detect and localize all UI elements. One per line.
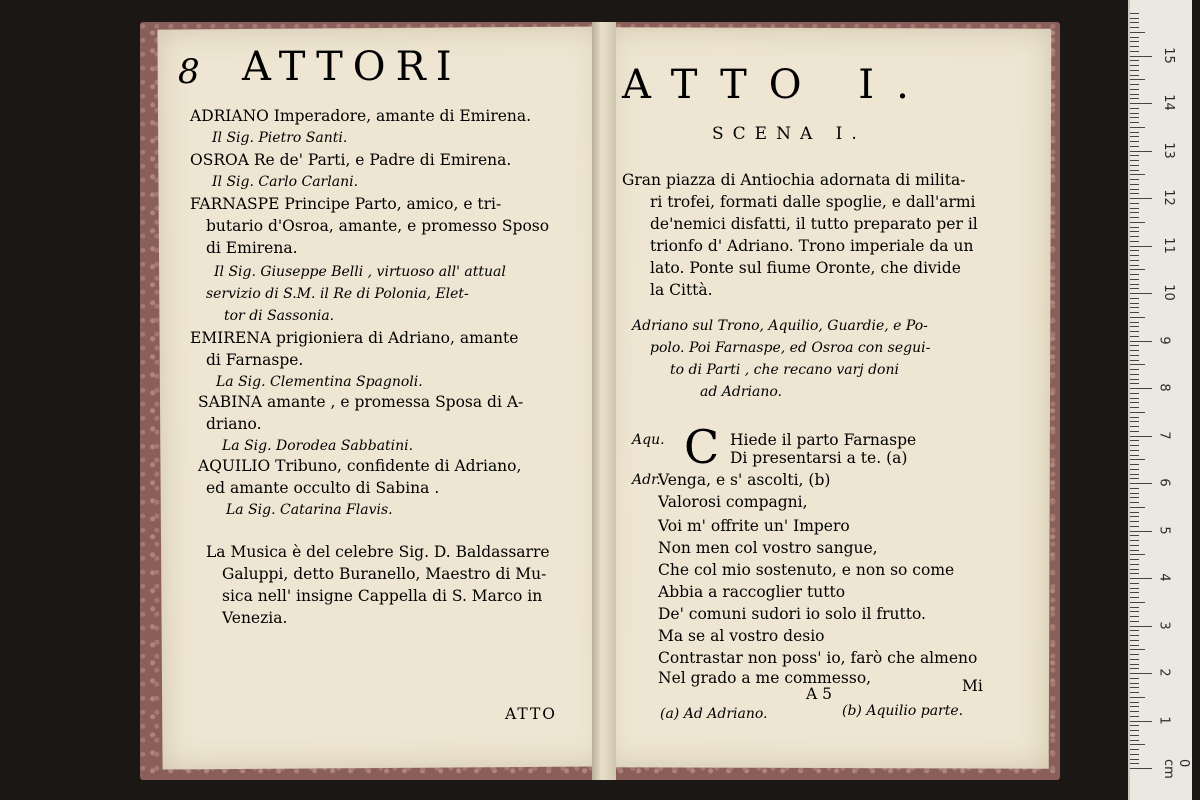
ruler-tick (1130, 250, 1139, 251)
ruler-tick (1130, 559, 1139, 560)
ruler-tick (1130, 288, 1139, 289)
page-number: 8 (178, 52, 200, 92)
ruler-label: 7 (1156, 430, 1172, 440)
cast-line: tor di Sassonia. (224, 308, 335, 324)
cast-line: driano. (206, 415, 262, 433)
ruler-label: 12 (1160, 189, 1176, 206)
ruler-tick (1130, 127, 1145, 128)
ruler-tick (1130, 759, 1139, 760)
ruler-tick (1130, 212, 1139, 213)
cast-line: Galuppi, detto Buranello, Maestro di Mu- (222, 565, 547, 583)
ruler-tick (1130, 768, 1152, 769)
footnote-a: (a) Ad Adriano. (660, 706, 768, 722)
ruler-tick (1130, 317, 1145, 318)
cast-line: La Sig. Clementina Spagnoli. (216, 374, 423, 390)
ruler-tick (1130, 170, 1139, 171)
ruler-tick (1130, 13, 1139, 14)
ruler-tick (1130, 89, 1139, 90)
ruler-tick (1130, 716, 1139, 717)
stage-direction-line: polo. Poi Farnaspe, ed Osroa con segui- (650, 340, 931, 356)
ruler-tick (1130, 165, 1139, 166)
cast-line: servizio di S.M. il Re di Polonia, Elet- (206, 286, 469, 302)
ruler-tick (1130, 621, 1139, 622)
ruler-tick (1130, 697, 1145, 698)
dialogue-line: Non men col vostro sangue, (658, 539, 878, 557)
ruler-tick (1130, 383, 1139, 384)
ruler-tick (1130, 687, 1139, 688)
ruler-tick (1130, 588, 1139, 589)
ruler-tick (1130, 355, 1139, 356)
cast-line: La Musica è del celebre Sig. D. Baldassarre (206, 543, 550, 561)
ruler-tick (1130, 597, 1139, 598)
ruler-tick (1130, 702, 1139, 703)
ruler-tick (1130, 293, 1152, 294)
footnote-b: (b) Aquilio parte. (842, 703, 964, 719)
setting-line: ri trofei, formati dalle spoglie, e dall'armi (650, 193, 976, 211)
ruler-tick (1130, 440, 1139, 441)
ruler-tick (1130, 255, 1139, 256)
ruler-tick (1130, 678, 1139, 679)
ruler-tick (1130, 113, 1139, 114)
ruler-label: 14 (1160, 94, 1176, 111)
cast-line: butario d'Osroa, amante, e promesso Sposo (206, 217, 550, 235)
ruler-label: 10 (1160, 284, 1176, 301)
ruler-tick (1130, 417, 1139, 418)
cast-line: AQUILIO Tribuno, confidente di Adriano, (198, 457, 522, 475)
ruler-tick (1130, 393, 1139, 394)
ruler-tick (1130, 236, 1139, 237)
ruler-tick (1130, 735, 1139, 736)
ruler-tick (1130, 535, 1139, 536)
ruler-tick (1130, 84, 1139, 85)
ruler-label: 8 (1156, 383, 1172, 392)
ruler-tick (1130, 326, 1139, 327)
cast-line: Venezia. (222, 609, 288, 627)
ruler-tick (1130, 407, 1139, 408)
ruler-tick (1130, 136, 1139, 137)
ruler-tick (1130, 493, 1139, 494)
ruler-tick (1130, 450, 1139, 451)
ruler-tick (1130, 227, 1139, 228)
ruler-tick (1130, 483, 1152, 484)
ruler-tick (1130, 65, 1139, 66)
ruler-tick (1130, 379, 1139, 380)
ruler-tick (1130, 155, 1139, 156)
ruler-tick (1130, 531, 1152, 532)
ruler-label: 13 (1160, 141, 1176, 159)
ruler-tick (1130, 640, 1139, 641)
setting-line: la Città. (650, 281, 713, 299)
ruler-tick (1130, 70, 1139, 71)
setting-line: trionfo d' Adriano. Trono imperiale da un (650, 237, 974, 255)
cast-line: SABINA amante , e promessa Sposa di A- (198, 393, 524, 411)
ruler-tick (1130, 122, 1139, 123)
ruler-tick (1130, 132, 1139, 133)
ruler-tick (1130, 683, 1139, 684)
ruler-tick (1130, 592, 1139, 593)
cast-line: La Sig. Catarina Flavis. (226, 502, 393, 518)
catchword: Mi (962, 677, 983, 695)
ruler-tick (1130, 630, 1139, 631)
ruler-tick (1130, 18, 1139, 19)
ruler-tick (1130, 151, 1152, 152)
ruler-tick (1130, 431, 1139, 432)
ruler-tick (1130, 312, 1139, 313)
cast-line: OSROA Re de' Parti, e Padre di Emirena. (190, 151, 512, 169)
ruler-tick (1130, 673, 1152, 674)
ruler-tick (1130, 398, 1139, 399)
dialogue-line: Venga, e s' ascolti, (b) (658, 471, 831, 489)
ruler-tick (1130, 160, 1139, 161)
ruler-tick (1130, 749, 1139, 750)
ruler-label: 9 (1156, 335, 1172, 345)
cast-line: Il Sig. Giuseppe Belli , virtuoso all' attual (214, 264, 506, 280)
ruler-tick (1130, 488, 1139, 489)
page-heading: ATTORI (242, 44, 462, 90)
ruler-tick (1130, 32, 1145, 33)
act-heading: ATTO I. (622, 62, 931, 108)
ruler-tick (1130, 659, 1139, 660)
ruler-tick (1130, 730, 1139, 731)
ruler-tick (1130, 502, 1139, 503)
ruler-tick (1130, 740, 1139, 741)
ruler-tick (1130, 569, 1139, 570)
ruler-tick (1130, 331, 1139, 332)
ruler-tick (1130, 41, 1139, 42)
ruler-tick (1130, 573, 1139, 574)
dialogue-line: Voi m' offrite un' Impero (658, 517, 850, 535)
measurement-ruler (1128, 0, 1192, 800)
ruler-label: 1 (1156, 715, 1172, 725)
speaker-name: Aqu. (632, 432, 665, 448)
ruler-tick (1130, 369, 1139, 370)
setting-line: Gran piazza di Antiochia adornata di milita- (622, 171, 966, 189)
ruler-tick (1130, 265, 1139, 266)
ruler-tick (1130, 706, 1139, 707)
ruler-tick (1130, 98, 1139, 99)
cast-line: di Farnaspe. (206, 351, 304, 369)
ruler-tick (1130, 645, 1139, 646)
dialogue-line: Di presentarsi a te. (a) (730, 449, 908, 467)
ruler-tick (1130, 711, 1139, 712)
ruler-tick (1130, 459, 1145, 460)
ruler-tick (1130, 421, 1139, 422)
ruler-tick (1130, 56, 1152, 57)
ruler-tick (1130, 303, 1139, 304)
ruler-tick (1130, 497, 1139, 498)
ruler-tick (1130, 507, 1145, 508)
ruler-tick (1130, 626, 1152, 627)
dialogue-line: Che col mio sostenuto, e non so come (658, 561, 955, 579)
speaker-name: Adr. (632, 472, 661, 488)
ruler-tick (1130, 464, 1139, 465)
ruler-tick (1130, 75, 1139, 76)
cast-line: La Sig. Dorodea Sabbatini. (222, 438, 414, 454)
cast-line: EMIRENA prigioniera di Adriano, amante (190, 329, 519, 347)
ruler-tick (1130, 426, 1139, 427)
ruler-tick (1130, 550, 1139, 551)
book-gutter (592, 22, 616, 780)
ruler-tick (1130, 94, 1139, 95)
ruler-tick (1130, 336, 1139, 337)
ruler-label: 5 (1156, 525, 1172, 535)
ruler-tick (1130, 203, 1139, 204)
ruler-tick (1130, 246, 1152, 247)
ruler-tick (1130, 402, 1139, 403)
ruler-tick (1130, 374, 1139, 375)
ruler-tick (1130, 526, 1139, 527)
ruler-tick (1130, 664, 1139, 665)
ruler-tick (1130, 27, 1139, 28)
ruler-tick (1130, 478, 1139, 479)
ruler-tick (1130, 345, 1139, 346)
ruler-tick (1130, 436, 1152, 437)
scene-heading: SCENA I. (712, 124, 866, 144)
ruler-label: 15 (1160, 46, 1176, 64)
ruler-tick (1130, 279, 1139, 280)
ruler-tick (1130, 611, 1139, 612)
ruler-tick (1130, 474, 1139, 475)
ruler-tick (1130, 117, 1139, 118)
ruler-tick (1130, 516, 1139, 517)
ruler-tick (1130, 22, 1139, 23)
ruler-tick (1130, 692, 1139, 693)
ruler-tick (1130, 554, 1145, 555)
ruler-tick (1130, 721, 1152, 722)
dialogue-line: Abbia a raccoglier tutto (658, 583, 846, 601)
stage-direction-line: to di Parti , che recano varj doni (670, 362, 899, 378)
ruler-tick (1130, 725, 1139, 726)
drop-cap: C (684, 420, 720, 474)
ruler-tick (1130, 274, 1139, 275)
ruler-tick (1130, 607, 1139, 608)
ruler-tick (1130, 189, 1139, 190)
ruler-tick (1130, 60, 1139, 61)
ruler-label: 4 (1156, 573, 1172, 582)
ruler-tick (1130, 37, 1139, 38)
cast-line: di Emirena. (206, 239, 298, 257)
ruler-tick (1130, 260, 1139, 261)
dialogue-line: Ma se al vostro desio (658, 627, 825, 645)
setting-line: lato. Ponte sul fiume Oronte, che divide (650, 259, 961, 277)
ruler-tick (1130, 208, 1139, 209)
ruler-tick (1130, 108, 1139, 109)
dialogue-line: Valorosi compagni, (658, 493, 808, 511)
ruler-tick (1130, 445, 1139, 446)
catchword: ATTO (505, 705, 558, 723)
ruler-tick (1130, 364, 1145, 365)
ruler-tick (1130, 412, 1145, 413)
ruler-label: 11 (1160, 236, 1176, 254)
ruler-tick (1130, 564, 1139, 565)
ruler-tick (1130, 763, 1139, 764)
ruler-tick (1130, 455, 1139, 456)
ruler-tick (1130, 79, 1145, 80)
ruler-tick (1130, 146, 1139, 147)
cast-line: sica nell' insigne Cappella di S. Marco in (222, 587, 543, 605)
ruler-tick (1130, 141, 1139, 142)
ruler-label: 2 (1156, 668, 1172, 677)
ruler-tick (1130, 322, 1139, 323)
ruler-tick (1130, 184, 1139, 185)
ruler-tick (1130, 350, 1139, 351)
ruler-tick (1130, 51, 1139, 52)
ruler-label: 6 (1156, 478, 1172, 487)
ruler-tick (1130, 583, 1139, 584)
ruler-tick (1130, 388, 1152, 389)
ruler-tick (1130, 179, 1139, 180)
ruler-tick (1130, 217, 1139, 218)
ruler-tick (1130, 602, 1145, 603)
ruler-tick (1130, 521, 1139, 522)
ruler-tick (1130, 649, 1145, 650)
ruler-tick (1130, 174, 1145, 175)
ruler-tick (1130, 222, 1145, 223)
cast-line: ADRIANO Imperadore, amante di Emirena. (190, 107, 532, 125)
ruler-label: 0 cm (1161, 759, 1191, 779)
ruler-tick (1130, 469, 1139, 470)
ruler-tick (1130, 341, 1152, 342)
ruler-tick (1130, 360, 1139, 361)
ruler-tick (1130, 616, 1139, 617)
ruler-tick (1130, 231, 1139, 232)
signature-mark: A 5 (806, 685, 832, 703)
stage-direction-line: ad Adriano. (700, 384, 782, 400)
ruler-tick (1130, 668, 1139, 669)
dialogue-line: Hiede il parto Farnaspe (730, 431, 917, 449)
cast-line: Il Sig. Pietro Santi. (212, 130, 348, 146)
ruler-tick (1130, 307, 1139, 308)
ruler-tick (1130, 198, 1152, 199)
ruler-tick (1130, 284, 1139, 285)
ruler-label: 3 (1156, 620, 1172, 630)
ruler-tick (1130, 654, 1139, 655)
ruler-tick (1130, 269, 1145, 270)
ruler-tick (1130, 298, 1139, 299)
ruler-tick (1130, 545, 1139, 546)
ruler-tick (1130, 193, 1139, 194)
setting-line: de'nemici disfatti, il tutto preparato per il (650, 215, 978, 233)
ruler-tick (1130, 512, 1139, 513)
ruler-tick (1130, 46, 1139, 47)
cast-line: FARNASPE Principe Parto, amico, e tri- (190, 195, 502, 213)
ruler-tick (1130, 754, 1139, 755)
cast-line: Il Sig. Carlo Carlani. (212, 174, 359, 190)
dialogue-line: Nel grado a me commesso, (658, 669, 872, 687)
ruler-tick (1130, 103, 1152, 104)
ruler-tick (1130, 744, 1145, 745)
ruler-tick (1130, 540, 1139, 541)
dialogue-line: Contrastar non poss' io, farò che almeno (658, 649, 978, 667)
ruler-tick (1130, 635, 1139, 636)
stage-direction-line: Adriano sul Trono, Aquilio, Guardie, e Po- (632, 318, 928, 334)
ruler-tick (1130, 578, 1152, 579)
dialogue-line: De' comuni sudori io solo il frutto. (658, 605, 926, 623)
cast-line: ed amante occulto di Sabina . (206, 479, 440, 497)
ruler-tick (1130, 241, 1139, 242)
